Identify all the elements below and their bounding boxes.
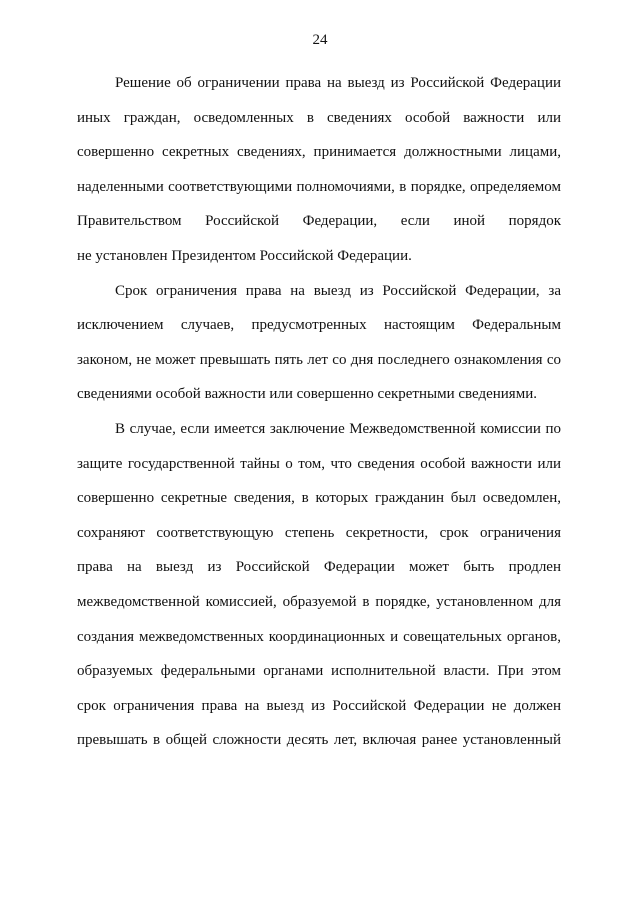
text-line: превышать в общей сложности десять лет, включая ранее установленный: [77, 732, 561, 749]
text-line: сохраняют соответствующую степень секретности, срок ограничения: [77, 524, 561, 541]
page-number: 24: [312, 32, 328, 48]
text-line: Решение об ограничении права на выезд из Российской Федерации: [115, 75, 561, 91]
text-line: сведениями особой важности или совершенно секретными сведениями.: [77, 386, 537, 403]
text-line: законом, не может превышать пять лет со дня последнего ознакомления со: [77, 351, 561, 368]
text-line: срок ограничения права на выезд из Российской Федерации не должен: [77, 697, 561, 714]
text-line: иных граждан, осведомленных в сведениях особой важности или: [77, 109, 561, 126]
text-line: В случае, если имеется заключение Межведомственной комиссии по: [115, 420, 561, 437]
text-line: не установлен Президентом Российской Федерации.: [77, 247, 412, 264]
text-line: наделенными соответствующими полномочиями, в порядке, определяемом: [77, 178, 561, 195]
text-line: совершенно секретных сведениях, принимается должностными лицами,: [77, 144, 561, 161]
text-line: исключением случаев, предусмотренных настоящим Федеральным: [77, 317, 561, 334]
text-line: защите государственной тайны о том, что сведения особой важности или: [77, 455, 561, 472]
text-line: совершенно секретные сведения, в которых гражданин был осведомлен,: [77, 490, 561, 507]
text-line: Правительством Российской Федерации, если иной порядок: [77, 213, 561, 230]
paragraph-2: [77, 274, 561, 412]
text-line: межведомственной комиссией, образуемой в порядке, установленном для: [77, 593, 561, 610]
text-line: образуемых федеральными органами исполнительной власти. При этом: [77, 663, 561, 680]
paragraph-1: [77, 66, 561, 274]
text-line: Срок ограничения права на выезд из Российской Федерации, за: [115, 282, 561, 299]
document-body: [77, 66, 561, 758]
paragraph-3: [77, 412, 561, 758]
text-line: создания межведомственных координационных и совещательных органов,: [77, 628, 561, 645]
text-line: права на выезд из Российской Федерации может быть продлен: [77, 559, 561, 576]
